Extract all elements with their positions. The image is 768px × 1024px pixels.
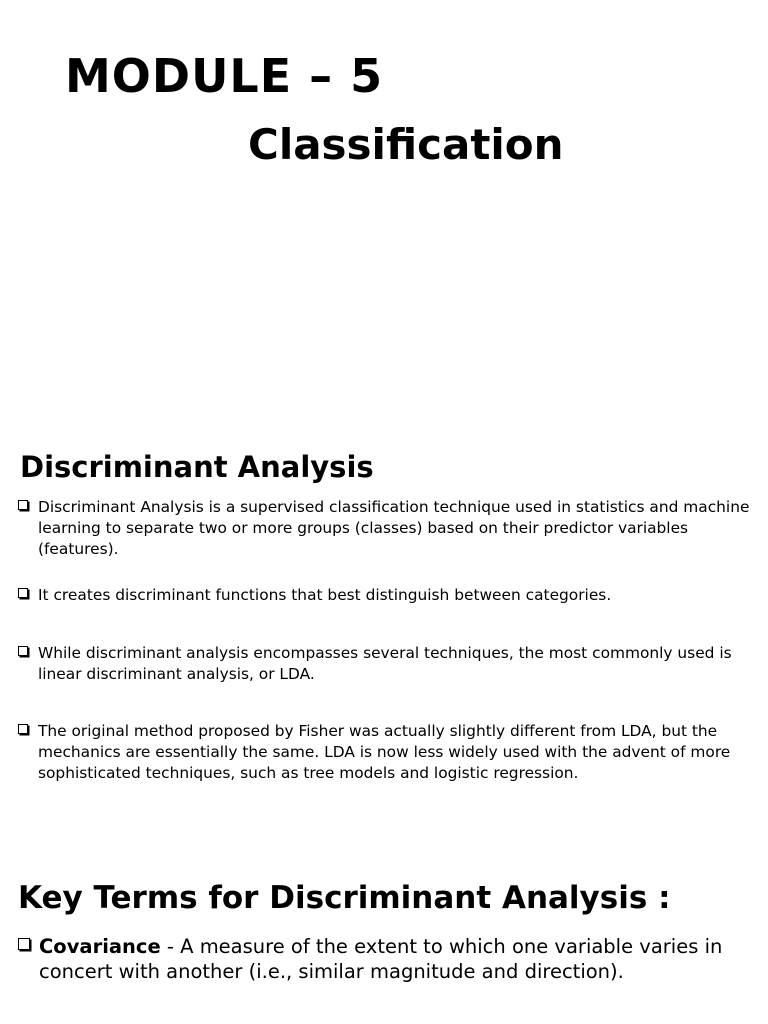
bullet-text: While discriminant analysis encompasses several techniques, the most commonly used is linear discriminant analysis, or LDA. bbox=[38, 644, 732, 683]
key-term-definition: - A measure of the extent to which one variable varies in concert with another (i.e., similar magnitude and direction). bbox=[39, 935, 723, 983]
key-terms-list bbox=[18, 934, 753, 984]
discriminant-analysis-heading: Discriminant Analysis bbox=[20, 450, 374, 484]
bullet-text: The original method proposed by Fisher was actually slightly different from LDA, but the mechanics are essentially the same. LDA is now less widely used with the advent of more sophisticated techniques, such as tree models and logistic regression. bbox=[38, 722, 731, 782]
square-bullet-icon bbox=[18, 724, 28, 734]
list-item bbox=[18, 585, 753, 643]
key-terms-heading: Key Terms for Discriminant Analysis : bbox=[18, 880, 671, 916]
key-term-name: Covariance bbox=[39, 935, 161, 958]
square-bullet-icon bbox=[18, 938, 30, 950]
key-term-item bbox=[18, 934, 753, 984]
bullet-text: Discriminant Analysis is a supervised classification technique used in statistics and machine learning to separate two or more groups (classes) based on their predictor variables (features). bbox=[38, 498, 750, 558]
list-item bbox=[18, 721, 753, 784]
discriminant-bullet-list bbox=[18, 497, 753, 784]
module-subtitle: Classification bbox=[248, 120, 564, 169]
square-bullet-icon bbox=[18, 646, 28, 656]
list-item bbox=[18, 497, 753, 585]
bullet-text: It creates discriminant functions that best distinguish between categories. bbox=[38, 586, 612, 604]
module-title: MODULE – 5 bbox=[65, 49, 384, 103]
square-bullet-icon bbox=[18, 500, 28, 510]
list-item bbox=[18, 643, 753, 721]
square-bullet-icon bbox=[18, 588, 28, 598]
